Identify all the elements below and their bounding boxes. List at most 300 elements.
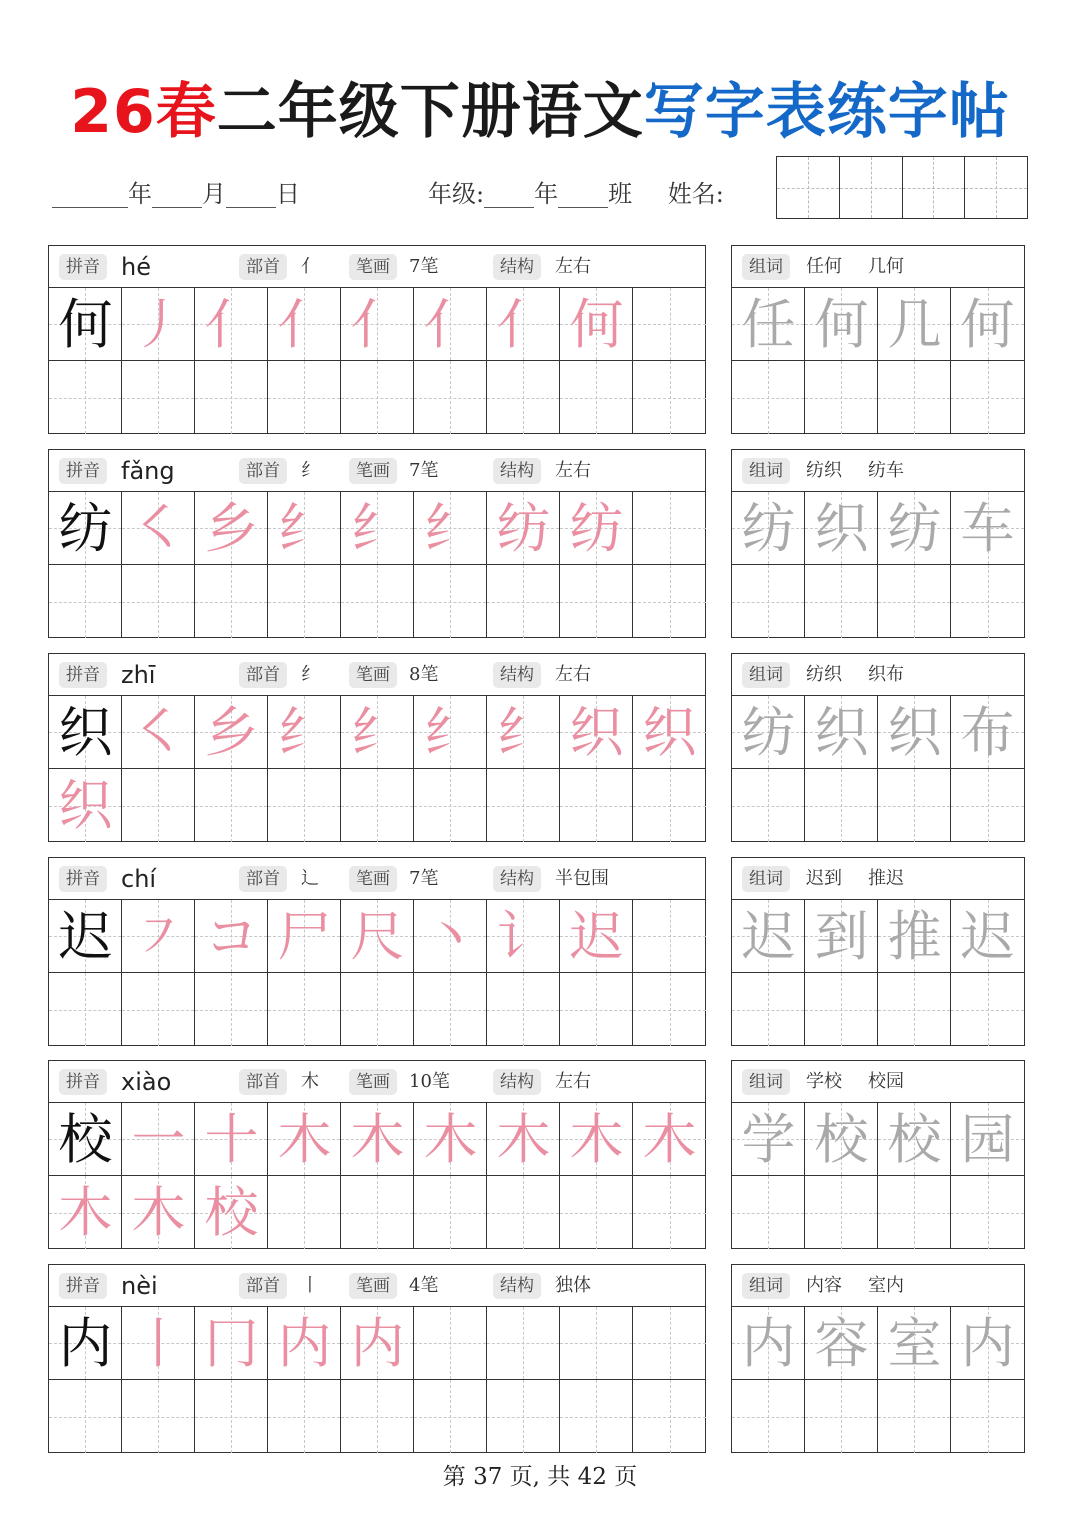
writing-cell[interactable] [560, 1103, 633, 1176]
strokes-label: 笔画 [349, 1273, 397, 1299]
writing-cell[interactable] [414, 696, 487, 769]
words-label: 组词 [742, 662, 790, 688]
word-cell[interactable] [805, 288, 878, 361]
pinyin-label: 拼音 [59, 1069, 107, 1095]
writing-cell[interactable] [633, 1103, 706, 1176]
character-glyph: 校 [887, 1108, 942, 1171]
writing-cell[interactable] [122, 288, 195, 361]
pinyin-label: 拼音 [59, 662, 107, 688]
writing-cell[interactable] [195, 900, 268, 973]
writing-cell[interactable] [633, 288, 706, 361]
writing-cell[interactable] [49, 1307, 122, 1380]
word-cell[interactable] [878, 696, 951, 769]
words-label: 组词 [742, 866, 790, 892]
structure-label: 结构 [493, 1273, 541, 1299]
word-value: 推迟 [868, 868, 904, 889]
writing-cell[interactable] [268, 1176, 341, 1249]
writing-cell[interactable] [560, 1176, 633, 1249]
structure-value: 独体 [555, 1275, 591, 1296]
writing-cell[interactable] [487, 973, 560, 1046]
writing-cell[interactable] [633, 1176, 706, 1249]
character-glyph: 纟 [277, 497, 332, 560]
radical-label: 部首 [239, 1069, 287, 1095]
pinyin-value: chí [121, 865, 157, 893]
class-blank[interactable] [558, 179, 608, 208]
writing-cell[interactable] [341, 973, 414, 1046]
writing-cell[interactable] [633, 492, 706, 565]
word-cell[interactable] [732, 1380, 805, 1453]
word-header [732, 1265, 1024, 1307]
word-cell[interactable] [951, 361, 1024, 434]
character-glyph: 布 [960, 701, 1015, 764]
word-cell[interactable] [951, 1103, 1024, 1176]
character-glyph: ㇛ [131, 701, 186, 764]
character-glyph: 纺 [58, 497, 113, 560]
radical-value: 木 [301, 1071, 319, 1092]
word-block [731, 1060, 1025, 1249]
words-label: 组词 [742, 1069, 790, 1095]
word-cell[interactable] [732, 900, 805, 973]
character-glyph: 何 [814, 293, 869, 356]
word-cell[interactable] [805, 1176, 878, 1249]
writing-cell[interactable] [268, 696, 341, 769]
word-cell[interactable] [732, 769, 805, 842]
word-block [731, 449, 1025, 638]
name-box[interactable] [965, 157, 1027, 218]
word-cell[interactable] [878, 492, 951, 565]
character-glyph: 木 [569, 1108, 624, 1171]
writing-cell[interactable] [122, 361, 195, 434]
character-glyph: 织 [814, 497, 869, 560]
character-glyph: 推 [887, 905, 942, 968]
word-header [732, 1061, 1024, 1103]
writing-cell[interactable] [341, 1176, 414, 1249]
word-cell[interactable] [732, 1307, 805, 1380]
character-glyph: 内 [741, 1312, 796, 1375]
character-glyph: 织 [642, 701, 697, 764]
structure-value: 左右 [555, 1071, 591, 1092]
writing-cell[interactable] [487, 492, 560, 565]
word-cell[interactable] [951, 1380, 1024, 1453]
character-glyph: 丶 [423, 905, 478, 968]
writing-cell[interactable] [268, 1380, 341, 1453]
word-cell[interactable] [878, 1380, 951, 1453]
character-glyph: 纺 [569, 497, 624, 560]
writing-cell[interactable] [487, 288, 560, 361]
character-glyph: 何 [58, 293, 113, 356]
character-glyph: 园 [960, 1108, 1015, 1171]
writing-cell[interactable] [633, 973, 706, 1046]
strokes-value: 8笔 [409, 664, 439, 685]
character-glyph: 纟 [350, 497, 405, 560]
character-glyph: 内 [350, 1312, 405, 1375]
title-part-2: 二年级下册语文 [216, 77, 644, 147]
character-glyph: 何 [569, 293, 624, 356]
writing-cell[interactable] [341, 492, 414, 565]
character-glyph: 车 [960, 497, 1015, 560]
writing-cell[interactable] [487, 1103, 560, 1176]
writing-cell[interactable] [560, 900, 633, 973]
writing-cell[interactable] [414, 1380, 487, 1453]
words-label: 组词 [742, 1273, 790, 1299]
word-cell[interactable] [805, 1307, 878, 1380]
writing-cell[interactable] [49, 1103, 122, 1176]
writing-cell[interactable] [341, 1103, 414, 1176]
character-glyph: 尸 [277, 905, 332, 968]
writing-cell[interactable] [49, 769, 122, 842]
writing-cell[interactable] [49, 696, 122, 769]
writing-cell[interactable] [414, 1307, 487, 1380]
writing-cell[interactable] [414, 361, 487, 434]
radical-label: 部首 [239, 458, 287, 484]
writing-cell[interactable] [341, 1307, 414, 1380]
character-glyph: 校 [58, 1108, 113, 1171]
day-blank[interactable] [226, 179, 276, 208]
word-cell[interactable] [805, 973, 878, 1046]
writing-cell[interactable] [487, 1176, 560, 1249]
writing-cell[interactable] [49, 973, 122, 1046]
writing-cell[interactable] [268, 769, 341, 842]
word-cell[interactable] [878, 565, 951, 638]
radical-label: 部首 [239, 866, 287, 892]
character-glyph: 纺 [741, 497, 796, 560]
pinyin-value: fǎng [121, 457, 175, 485]
writing-cell[interactable] [341, 565, 414, 638]
page-title [0, 72, 1080, 152]
writing-cell[interactable] [341, 696, 414, 769]
word-cell[interactable] [805, 900, 878, 973]
writing-cell[interactable] [122, 565, 195, 638]
writing-cell[interactable] [487, 1307, 560, 1380]
character-glyph: 学 [741, 1108, 796, 1171]
writing-cell[interactable] [341, 769, 414, 842]
word-value: 织布 [868, 664, 904, 685]
word-cell[interactable] [805, 565, 878, 638]
character-glyph: 丨 [131, 1312, 186, 1375]
character-glyph: 几 [887, 293, 942, 356]
writing-cell[interactable] [49, 492, 122, 565]
writing-cell[interactable] [633, 769, 706, 842]
pinyin-value: zhī [121, 661, 156, 689]
character-glyph: 纺 [741, 701, 796, 764]
pinyin-value: nèi [121, 1272, 158, 1300]
writing-cell[interactable] [560, 1380, 633, 1453]
word-cell[interactable] [732, 361, 805, 434]
word-block [731, 857, 1025, 1046]
writing-cell[interactable] [487, 1380, 560, 1453]
word-value: 纺织 [806, 460, 842, 481]
character-glyph: 尺 [350, 905, 405, 968]
word-cell[interactable] [878, 1176, 951, 1249]
character-info-header [49, 1061, 705, 1103]
word-cell[interactable] [951, 1176, 1024, 1249]
word-block [731, 653, 1025, 842]
character-glyph: コ [204, 905, 259, 968]
word-cell[interactable] [951, 288, 1024, 361]
writing-cell[interactable] [633, 1307, 706, 1380]
character-glyph: 纟 [423, 701, 478, 764]
structure-value: 左右 [555, 460, 591, 481]
writing-cell[interactable] [195, 288, 268, 361]
radical-value: 纟 [301, 460, 319, 481]
writing-cell[interactable] [414, 565, 487, 638]
writing-cell[interactable] [414, 1176, 487, 1249]
title-part-1: 26春 [70, 77, 217, 147]
word-value: 几何 [868, 256, 904, 277]
writing-cell[interactable] [414, 1103, 487, 1176]
character-glyph: 乡 [204, 701, 259, 764]
word-block [731, 245, 1025, 434]
writing-cell[interactable] [268, 973, 341, 1046]
writing-cell[interactable] [122, 1307, 195, 1380]
writing-cell[interactable] [122, 696, 195, 769]
strokes-label: 笔画 [349, 866, 397, 892]
title-part-3: 写字表练字帖 [643, 77, 1010, 147]
writing-cell[interactable] [49, 565, 122, 638]
character-glyph: 任 [741, 293, 796, 356]
word-cell[interactable] [951, 900, 1024, 973]
writing-cell[interactable] [560, 492, 633, 565]
character-glyph: 校 [814, 1108, 869, 1171]
month-blank[interactable] [152, 179, 202, 208]
writing-cell[interactable] [268, 492, 341, 565]
character-block [48, 449, 706, 638]
word-value: 迟到 [806, 868, 842, 889]
writing-cell[interactable] [195, 1380, 268, 1453]
name-input-boxes[interactable] [776, 156, 1028, 219]
pinyin-label: 拼音 [59, 254, 107, 280]
writing-cell[interactable] [122, 492, 195, 565]
writing-cell[interactable] [560, 361, 633, 434]
word-cell[interactable] [732, 1103, 805, 1176]
radical-label: 部首 [239, 662, 287, 688]
word-cell[interactable] [732, 492, 805, 565]
structure-label: 结构 [493, 254, 541, 280]
character-glyph: 木 [423, 1108, 478, 1171]
structure-value: 半包围 [555, 868, 609, 889]
writing-cell[interactable] [341, 288, 414, 361]
writing-cell[interactable] [414, 288, 487, 361]
writing-cell[interactable] [414, 769, 487, 842]
writing-cell[interactable] [341, 900, 414, 973]
character-glyph: 织 [814, 701, 869, 764]
word-cell[interactable] [805, 1380, 878, 1453]
writing-cell[interactable] [414, 492, 487, 565]
month-label: 月 [202, 180, 226, 208]
writing-cell[interactable] [560, 973, 633, 1046]
word-cell[interactable] [805, 1103, 878, 1176]
writing-cell[interactable] [560, 288, 633, 361]
writing-cell[interactable] [560, 696, 633, 769]
character-glyph: 迟 [741, 905, 796, 968]
writing-cell[interactable] [487, 769, 560, 842]
character-block [48, 857, 706, 1046]
word-cell[interactable] [805, 769, 878, 842]
structure-label: 结构 [493, 458, 541, 484]
character-glyph: 木 [642, 1108, 697, 1171]
writing-cell[interactable] [414, 973, 487, 1046]
character-glyph: 纟 [496, 701, 551, 764]
word-cell[interactable] [732, 565, 805, 638]
writing-cell[interactable] [633, 696, 706, 769]
word-value: 校园 [868, 1071, 904, 1092]
writing-cell[interactable] [268, 565, 341, 638]
character-glyph: 校 [204, 1181, 259, 1244]
writing-cell[interactable] [195, 565, 268, 638]
word-cell[interactable] [951, 696, 1024, 769]
word-cell[interactable] [878, 900, 951, 973]
character-glyph: 何 [960, 293, 1015, 356]
word-cell[interactable] [878, 361, 951, 434]
writing-cell[interactable] [195, 361, 268, 434]
name-box[interactable] [840, 157, 903, 218]
writing-cell[interactable] [122, 769, 195, 842]
writing-cell[interactable] [195, 1176, 268, 1249]
word-cell[interactable] [732, 1176, 805, 1249]
strokes-value: 7笔 [409, 256, 439, 277]
writing-cell[interactable] [560, 1307, 633, 1380]
word-cell[interactable] [951, 973, 1024, 1046]
word-cell[interactable] [805, 361, 878, 434]
character-glyph: 纟 [423, 497, 478, 560]
writing-cell[interactable] [49, 1176, 122, 1249]
structure-value: 左右 [555, 256, 591, 277]
writing-cell[interactable] [633, 1380, 706, 1453]
character-glyph: 织 [58, 774, 113, 837]
writing-cell[interactable] [49, 900, 122, 973]
word-header [732, 858, 1024, 900]
writing-cell[interactable] [487, 900, 560, 973]
character-glyph: 讠 [496, 905, 551, 968]
character-info-header [49, 654, 705, 696]
radical-label: 部首 [239, 254, 287, 280]
word-cell[interactable] [805, 696, 878, 769]
writing-cell[interactable] [560, 565, 633, 638]
writing-cell[interactable] [195, 1103, 268, 1176]
word-cell[interactable] [732, 288, 805, 361]
writing-cell[interactable] [341, 361, 414, 434]
writing-cell[interactable] [49, 288, 122, 361]
writing-cell[interactable] [122, 973, 195, 1046]
writing-cell[interactable] [414, 900, 487, 973]
word-cell[interactable] [951, 1307, 1024, 1380]
writing-cell[interactable] [633, 361, 706, 434]
name-box[interactable] [903, 157, 966, 218]
strokes-label: 笔画 [349, 1069, 397, 1095]
writing-cell[interactable] [487, 565, 560, 638]
word-cell[interactable] [951, 769, 1024, 842]
word-cell[interactable] [732, 696, 805, 769]
character-glyph: 室 [887, 1312, 942, 1375]
name-label: 姓名: [667, 180, 724, 208]
word-cell[interactable] [878, 1103, 951, 1176]
character-info-header [49, 1265, 705, 1307]
writing-cell[interactable] [195, 696, 268, 769]
character-glyph: 冂 [204, 1312, 259, 1375]
radical-label: 部首 [239, 1273, 287, 1299]
word-cell[interactable] [951, 565, 1024, 638]
word-cell[interactable] [951, 492, 1024, 565]
writing-cell[interactable] [487, 361, 560, 434]
writing-cell[interactable] [122, 1380, 195, 1453]
writing-cell[interactable] [268, 900, 341, 973]
writing-cell[interactable] [122, 1103, 195, 1176]
word-value: 室内 [868, 1275, 904, 1296]
writing-cell[interactable] [633, 565, 706, 638]
character-block [48, 1264, 706, 1453]
radical-value: 辶 [301, 868, 319, 889]
year-blank[interactable] [52, 179, 128, 208]
character-block [48, 653, 706, 842]
structure-label: 结构 [493, 866, 541, 892]
character-glyph: 迟 [960, 905, 1015, 968]
writing-cell[interactable] [49, 361, 122, 434]
page-footer: 第 37 页, 共 42 页 [442, 1464, 638, 1490]
day-label: 日 [276, 180, 300, 208]
strokes-value: 4笔 [409, 1275, 439, 1296]
writing-cell[interactable] [268, 1103, 341, 1176]
writing-cell[interactable] [122, 1176, 195, 1249]
character-glyph: 木 [350, 1108, 405, 1171]
writing-cell[interactable] [268, 1307, 341, 1380]
writing-cell[interactable] [49, 1380, 122, 1453]
word-cell[interactable] [732, 973, 805, 1046]
word-value: 纺织 [806, 664, 842, 685]
structure-value: 左右 [555, 664, 591, 685]
character-block [48, 1060, 706, 1249]
writing-cell[interactable] [268, 288, 341, 361]
character-glyph: 迟 [569, 905, 624, 968]
pinyin-label: 拼音 [59, 458, 107, 484]
writing-cell[interactable] [341, 1380, 414, 1453]
word-cell[interactable] [878, 1307, 951, 1380]
character-glyph: 亻 [277, 293, 332, 356]
writing-cell[interactable] [195, 769, 268, 842]
character-glyph: 亻 [423, 293, 478, 356]
name-box[interactable] [777, 157, 840, 218]
word-header [732, 450, 1024, 492]
grade-label: 年级: [428, 180, 485, 208]
pinyin-label: 拼音 [59, 866, 107, 892]
writing-cell[interactable] [268, 361, 341, 434]
structure-label: 结构 [493, 1069, 541, 1095]
grade-year-blank[interactable] [484, 179, 534, 208]
strokes-value: 7笔 [409, 460, 439, 481]
writing-cell[interactable] [195, 973, 268, 1046]
writing-cell[interactable] [487, 696, 560, 769]
date-line [52, 174, 300, 214]
character-glyph: 一 [131, 1108, 186, 1171]
word-value: 纺车 [868, 460, 904, 481]
character-glyph: 织 [569, 701, 624, 764]
radical-value: 亻 [301, 256, 319, 277]
writing-cell[interactable] [195, 1307, 268, 1380]
character-glyph: 纺 [887, 497, 942, 560]
word-cell[interactable] [878, 288, 951, 361]
character-glyph: 丿 [131, 293, 186, 356]
word-cell[interactable] [878, 769, 951, 842]
word-cell[interactable] [805, 492, 878, 565]
character-glyph: ㇇ [131, 905, 186, 968]
pinyin-value: hé [121, 253, 151, 281]
word-cell[interactable] [878, 973, 951, 1046]
word-value: 学校 [806, 1071, 842, 1092]
character-glyph: 内 [960, 1312, 1015, 1375]
writing-cell[interactable] [633, 900, 706, 973]
writing-cell[interactable] [560, 769, 633, 842]
writing-cell[interactable] [122, 900, 195, 973]
writing-cell[interactable] [195, 492, 268, 565]
